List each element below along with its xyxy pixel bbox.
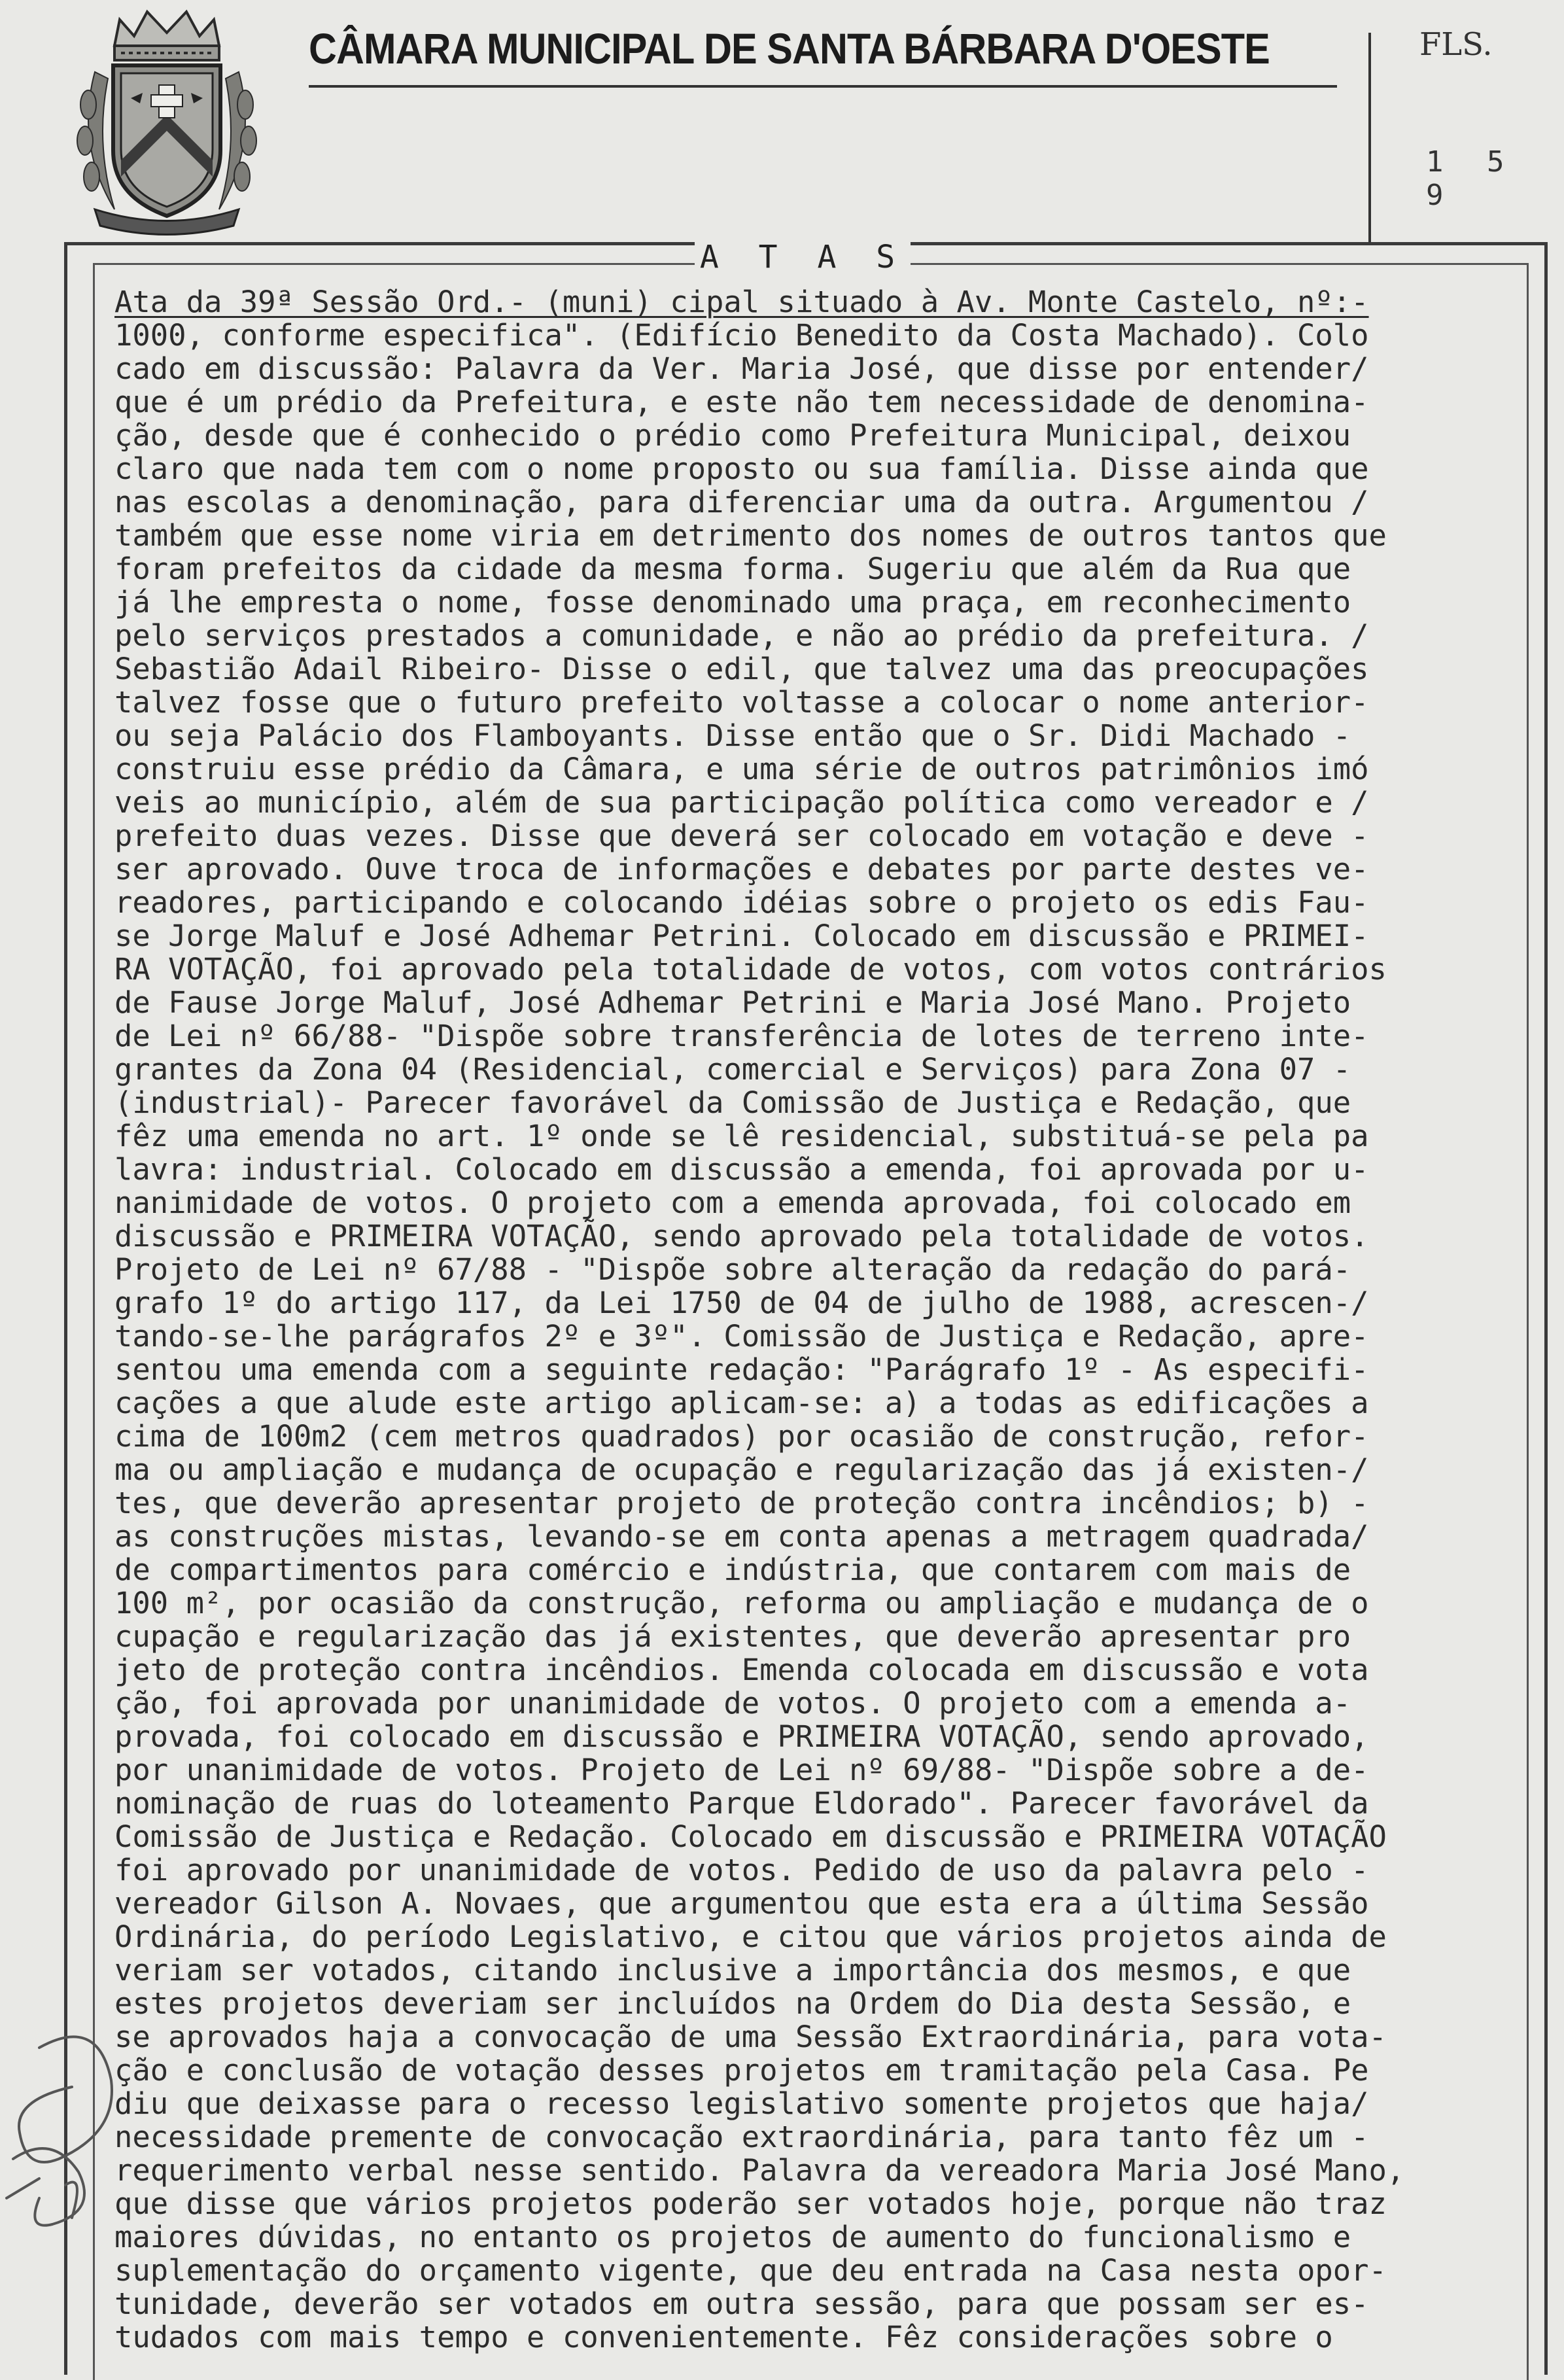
text-line: lavra: industrial. Colocado em discussão a emenda, foi aprovada por u- [114,1152,1369,1187]
text-line: Comissão de Justiça e Redação. Colocado em discussão e PRIMEIRA VOTAÇÃO [114,1819,1387,1854]
text-line: ou seja Palácio dos Flamboyants. Disse então que o Sr. Didi Machado - [114,718,1351,753]
text-line: que é um prédio da Prefeitura, e este não tem necessidade de denomina- [114,385,1369,419]
text-line: de Lei nº 66/88- "Dispõe sobre transferência de lotes de terreno inte- [114,1019,1369,1053]
text-line: fêz uma emenda no art. 1º onde se lê residencial, substituá-se pela pa [114,1119,1369,1153]
text-line: se Jorge Maluf e José Adhemar Petrini. Colocado em discussão e PRIMEI- [114,919,1369,953]
text-line: nanimidade de votos. O projeto com a emenda aprovada, foi colocado em [114,1185,1351,1220]
text-line: (industrial)- Parecer favorável da Comissão de Justiça e Redação, que [114,1085,1351,1120]
text-line: 1000, conforme especifica". (Edifício Benedito da Costa Machado). Colo [114,318,1369,353]
text-line: tes, que deverão apresentar projeto de proteção contra incêndios; b) - [114,1486,1369,1520]
text-line: tunidade, deverão ser votados em outra sessão, para que possam ser es- [114,2286,1369,2321]
text-line: pelo serviços prestados a comunidade, e não ao prédio da prefeitura. / [114,618,1369,653]
text-line: de compartimentos para comércio e indústria, que contarem com mais de [114,1552,1351,1587]
text-line: grantes da Zona 04 (Residencial, comercial e Serviços) para Zona 07 - [114,1052,1351,1087]
text-line: tando-se-lhe parágrafos 2º e 3º". Comissão de Justiça e Redação, apre- [114,1319,1369,1354]
text-line: prefeito duas vezes. Disse que deverá ser colocado em votação e deve - [114,818,1369,853]
text-line: cado em discussão: Palavra da Ver. Maria José, que disse por entender/ [114,351,1369,386]
text-line: que disse que vários projetos poderão ser votados hoje, porque não traz [114,2186,1387,2221]
text-line: foram prefeitos da cidade da mesma forma. Sugeriu que além da Rua que [114,551,1351,586]
text-line: readores, participando e colocando idéias sobre o projeto os edis Fau- [114,885,1369,920]
text-line: tudados com mais tempo e convenientemente. Fêz considerações sobre o [114,2320,1333,2354]
text-line: ção, foi aprovada por unanimidade de votos. O projeto com a emenda a- [114,1686,1351,1721]
text-line: talvez fosse que o futuro prefeito voltasse a colocar o nome anterior- [114,685,1369,720]
text-line: sentou uma emenda com a seguinte redação: "Parágrafo 1º - As especifi- [114,1352,1369,1387]
text-line: grafo 1º do artigo 117, da Lei 1750 de 04 de julho de 1988, acrescen-/ [114,1286,1369,1320]
text-line: veriam ser votados, citando inclusive a importância dos mesmos, e que [114,1953,1351,1987]
text-line: ma ou ampliação e mudança de ocupação e regularização das já existen-/ [114,1452,1369,1487]
text-line: por unanimidade de votos. Projeto de Lei nº 69/88- "Dispõe sobre a de- [114,1753,1369,1787]
institution-title: CÂMARA MUNICIPAL DE SANTA BÁRBARA D'OESTE [309,24,1270,73]
handwritten-initials-icon [0,2002,124,2264]
text-line: se aprovados haja a convocação de uma Sessão Extraordinária, para vota- [114,2020,1387,2054]
text-line: Projeto de Lei nº 67/88 - "Dispõe sobre alteração da redação do pará- [114,1252,1351,1287]
title-underline [309,85,1337,88]
text-line: ser aprovado. Ouve troca de informações e debates por parte destes ve- [114,852,1369,886]
text-line: claro que nada tem com o nome proposto ou sua família. Disse ainda que [114,451,1369,486]
text-line: veis ao município, além de sua participação política como vereador e / [114,785,1369,820]
text-line: 100 m², por ocasião da construção, reforma ou ampliação e mudança de o [114,1586,1369,1620]
text-line: as construções mistas, levando-se em conta apenas a metragem quadrada/ [114,1519,1369,1554]
text-line: ção e conclusão de votação desses projetos em tramitação pela Casa. Pe [114,2053,1369,2088]
fls-label: FLS. [1419,26,1493,63]
folio-number: 1 5 9 [1426,145,1518,212]
text-line: maiores dúvidas, no entanto os projetos de aumento do funcionalismo e [114,2220,1351,2254]
text-line: discussão e PRIMEIRA VOTAÇÃO, sendo aprovado pela totalidade de votos. [114,1219,1369,1253]
text-line: foi aprovado por unanimidade de votos. Pedido de uso da palavra pelo - [114,1853,1369,1887]
text-line: de Fause Jorge Maluf, José Adhemar Petrini e Maria José Mano. Projeto [114,985,1351,1020]
text-line: suplementação do orçamento vigente, que deu entrada na Casa nesta opor- [114,2253,1387,2288]
municipal-crest-icon [69,0,265,239]
section-label: A T A S [695,239,911,275]
text-line: nominação de ruas do loteamento Parque Eldorado". Parecer favorável da [114,1786,1369,1821]
text-line: Ordinária, do período Legislativo, e citou que vários projetos ainda de [114,1919,1387,1954]
text-line: cupação e regularização das já existentes, que deverão apresentar pro [114,1619,1351,1654]
text-line: construiu esse prédio da Câmara, e uma série de outros patrimônios imó [114,752,1369,786]
text-line: requerimento verbal nesse sentido. Palavra da vereadora Maria José Mano, [114,2153,1405,2188]
text-line: RA VOTAÇÃO, foi aprovado pela totalidade de votos, com votos contrários [114,952,1387,987]
text-line: vereador Gilson A. Novaes, que argumentou que esta era a última Sessão [114,1886,1369,1921]
text-line: estes projetos deveriam ser incluídos na Ordem do Dia desta Sessão, e [114,1986,1351,2021]
text-line: provada, foi colocado em discussão e PRIMEIRA VOTAÇÃO, sendo aprovado, [114,1719,1369,1754]
text-line: ção, desde que é conhecido o prédio como Prefeitura Municipal, deixou [114,418,1351,453]
text-line: já lhe empresta o nome, fosse denominado uma praça, em reconhecimento [114,585,1351,620]
text-line: nas escolas a denominação, para diferenciar uma da outra. Argumentou / [114,485,1369,519]
text-line: jeto de proteção contra incêndios. Emenda colocada em discussão e vota [114,1653,1369,1687]
text-line: cações a que alude este artigo aplicam-se: a) a todas as edificações a [114,1386,1369,1420]
text-line: necessidade premente de convocação extraordinária, para tanto fêz um - [114,2120,1369,2154]
minutes-body [114,285,1527,2354]
text-line: diu que deixasse para o recesso legislativo somente projetos que haja/ [114,2086,1369,2121]
header-divider [1368,33,1371,242]
text-line: Ata da 39ª Sessão Ord.- (muni) cipal situado à Av. Monte Castelo, nº:- [114,285,1369,319]
text-line: Sebastião Adail Ribeiro- Disse o edil, que talvez uma das preocupações [114,652,1369,686]
text-line: cima de 100m2 (cem metros quadrados) por ocasião de construção, refor- [114,1419,1369,1454]
text-line: também que esse nome viria em detrimento dos nomes de outros tantos que [114,518,1387,553]
